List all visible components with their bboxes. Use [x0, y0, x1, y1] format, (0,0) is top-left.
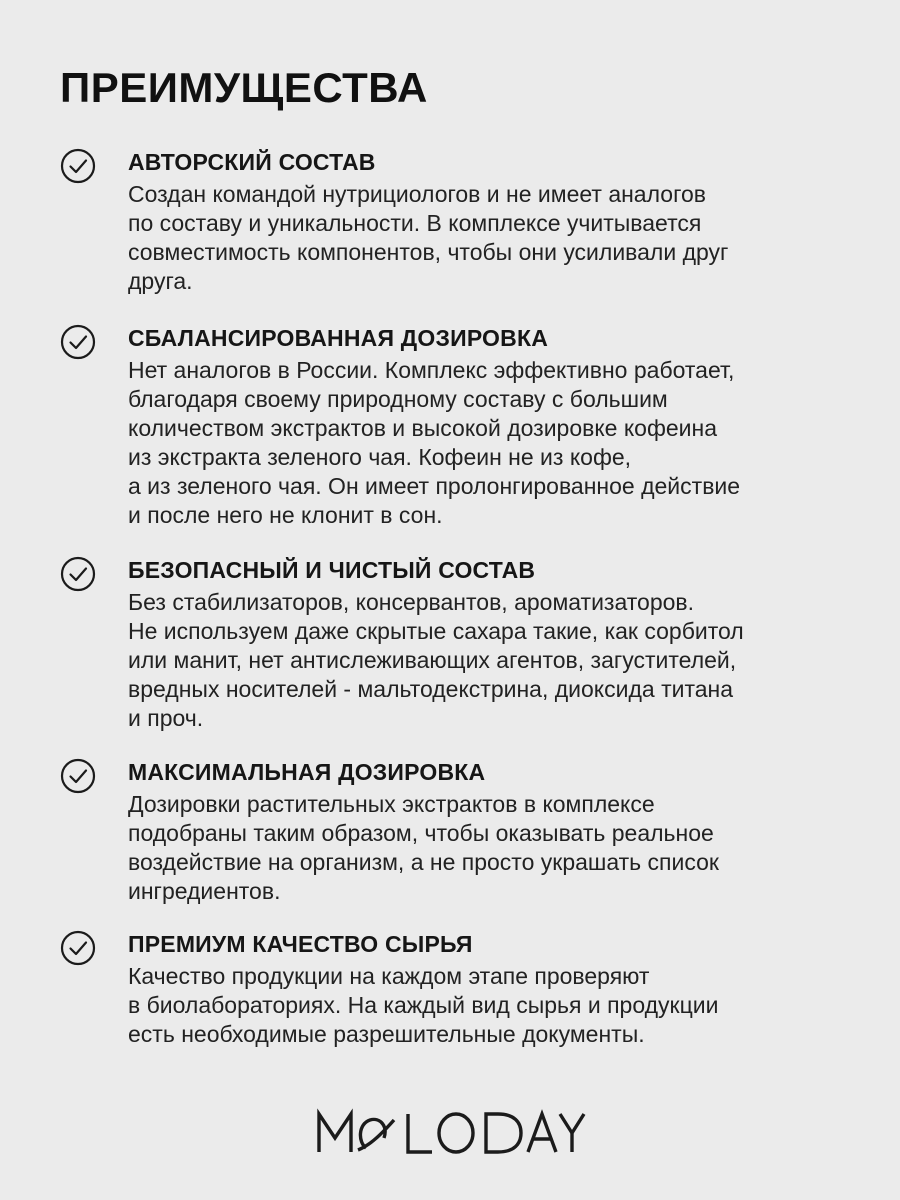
benefit-text-line: или манит, нет антислеживающих агентов, загустителей,	[128, 647, 737, 673]
benefit-text-line: подобраны таким образом, чтобы оказывать реальное	[128, 820, 714, 846]
benefit-title: ПРЕМИУМ КАЧЕСТВО СЫРЬЯ	[128, 931, 473, 957]
check-circle-icon	[60, 324, 96, 360]
benefit-text-line: друга.	[128, 268, 193, 294]
benefit-text-line: благодаря своему природному составу с большим	[128, 386, 668, 412]
benefit-text-line: и проч.	[128, 705, 204, 731]
benefit-text-line: из экстракта зеленого чая. Кофеин не из кофе,	[128, 444, 632, 470]
check-circle-icon	[60, 556, 96, 592]
benefit-text-line: Качество продукции на каждом этапе проверяют	[128, 963, 650, 989]
benefit-title: МАКСИМАЛЬНАЯ ДОЗИРОВКА	[128, 759, 486, 785]
benefit-text-line: Не используем даже скрытые сахара такие, как сорбитол	[128, 618, 744, 644]
benefit-text-line: и после него не клонит в сон.	[128, 502, 443, 528]
benefit-text-line: в биолабораториях. На каждый вид сырья и продукции	[128, 992, 719, 1018]
benefit-title: БЕЗОПАСНЫЙ И ЧИСТЫЙ СОСТАВ	[128, 557, 536, 583]
benefit-text-line: ингредиентов.	[128, 878, 281, 904]
benefit-text-line: совместимость компонентов, чтобы они усиливали друг	[128, 239, 729, 265]
benefit-text-line: Дозировки растительных экстрактов в комплексе	[128, 791, 655, 817]
benefit-text-line: а из зеленого чая. Он имеет пролонгированное действие	[128, 473, 741, 499]
benefit-text-line: количеством экстрактов и высокой дозировке кофеина	[128, 415, 718, 441]
benefit-text-line: Без стабилизаторов, консервантов, ароматизаторов.	[128, 589, 695, 615]
brand-logo	[314, 1108, 586, 1156]
benefit-text-line: есть необходимые разрешительные документы.	[128, 1021, 645, 1047]
benefit-text-line: воздействие на организм, а не просто украшать список	[128, 849, 719, 875]
benefit-text-line: по составу и уникальности. В комплексе учитывается	[128, 210, 702, 236]
check-circle-icon	[60, 930, 96, 966]
benefit-title: СБАЛАНСИРОВАННАЯ ДОЗИРОВКА	[128, 325, 549, 351]
benefit-title: АВТОРСКИЙ СОСТАВ	[128, 149, 376, 175]
benefit-text-line: вредных носителей - мальтодекстрина, диоксида титана	[128, 676, 734, 702]
check-circle-icon	[60, 758, 96, 794]
page-title: ПРЕИМУЩЕСТВА	[60, 64, 428, 111]
check-circle-icon	[60, 148, 96, 184]
benefit-text-line: Нет аналогов в России. Комплекс эффективно работает,	[128, 357, 735, 383]
benefit-text-line: Создан командой нутрициологов и не имеет аналогов	[128, 181, 706, 207]
